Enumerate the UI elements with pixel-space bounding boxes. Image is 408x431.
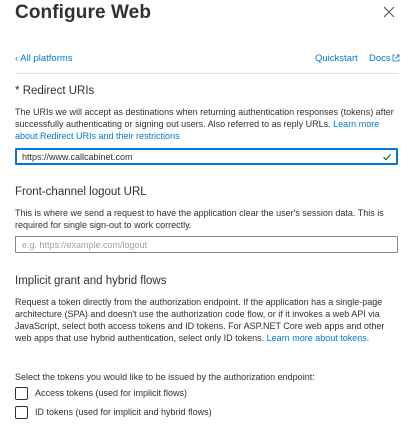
docs-link[interactable]: [369, 53, 400, 64]
id-tokens-label: ID tokens (used for implicit and hybrid flows): [35, 407, 212, 417]
id-tokens-option[interactable]: [15, 405, 212, 419]
required-marker: *: [15, 85, 20, 97]
tokens-learn-more-link[interactable]: Learn more about tokens.: [266, 333, 370, 343]
redirect-uris-learn-more-link[interactable]: Learn more about Redirect URIs and their restrictions: [15, 119, 380, 141]
implicit-grant-description-text: Request a token directly from the authorization endpoint. If the application has a single-page architecture (SPA) and doesn't use the authorization code flow, or if it invokes a web API via JavaScript, select both access tokens and ID tokens. For ASP.NET Core web apps and other web apps that use hybrid authentication, select only ID tokens.: [15, 297, 385, 343]
external-link-icon: [392, 54, 400, 62]
access-tokens-label: Access tokens (used for implicit flows): [35, 388, 188, 398]
docs-label: Docs: [369, 53, 391, 64]
redirect-uri-value: https://www.callcabinet.com: [22, 151, 133, 162]
redirect-uris-heading: [15, 85, 94, 97]
redirect-uris-heading-label: Redirect URIs: [22, 85, 95, 97]
all-platforms-link[interactable]: [15, 53, 73, 64]
access-tokens-checkbox[interactable]: [15, 387, 28, 400]
chevron-left-icon: ‹: [15, 53, 21, 64]
logout-url-description: This is where we send a request to have the application clear the user's session data. This is required for single sign-out to work correctly.: [15, 208, 384, 230]
checkmark-icon: [382, 152, 392, 162]
implicit-grant-description: [15, 296, 399, 344]
redirect-uris-description: [15, 106, 399, 142]
redirect-uri-input[interactable]: [15, 148, 398, 165]
token-select-prompt: Select the tokens you would like to be issued by the authorization endpoint:: [15, 372, 315, 382]
quickstart-link[interactable]: Quickstart: [315, 53, 358, 64]
redirect-uris-description-text: The URIs we will accept as destinations when returning authentication responses (tokens) after successfully authenticating or signing out users. Also referred to as reply URLs.: [15, 107, 394, 129]
nav-row: [15, 53, 398, 67]
logout-url-input[interactable]: [15, 236, 398, 253]
logout-url-placeholder: e.g. https://example.com/logout: [22, 239, 148, 250]
access-tokens-option[interactable]: [15, 386, 187, 400]
implicit-grant-heading: Implicit grant and hybrid flows: [15, 275, 167, 287]
header-divider: [15, 73, 398, 74]
close-icon[interactable]: [381, 4, 397, 20]
page-title: Configure Web: [15, 2, 152, 23]
all-platforms-label: All platforms: [20, 53, 73, 64]
id-tokens-checkbox[interactable]: [15, 406, 28, 419]
logout-url-heading: Front-channel logout URL: [15, 186, 147, 198]
